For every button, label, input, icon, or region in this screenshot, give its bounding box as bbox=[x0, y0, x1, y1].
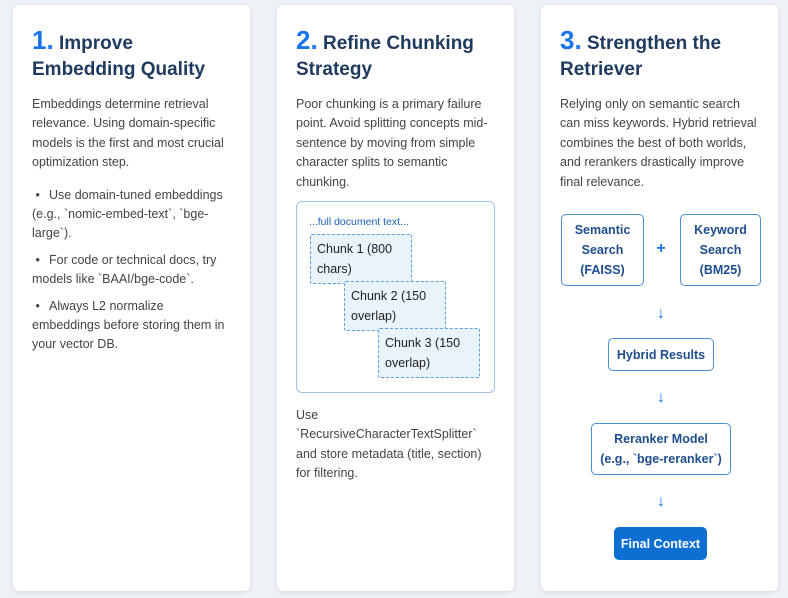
chunk-3: Chunk 3 (150 overlap) bbox=[378, 328, 480, 378]
card-description: Embeddings determine retrieval relevance. Using domain-specific models is the first and most crucial optimization step. bbox=[32, 97, 224, 170]
tips-list bbox=[32, 186, 231, 355]
reranker-model-box: Reranker Model (e.g., `bge-reranker`) bbox=[591, 423, 731, 475]
bullet-icon: • bbox=[32, 252, 40, 267]
semantic-search-box: Semantic Search (FAISS) bbox=[561, 214, 644, 286]
card-description: Poor chunking is a primary failure point. Avoid splitting concepts mid-sentence by moving from simple character splits to semantic chunking. bbox=[296, 97, 488, 189]
card-title bbox=[560, 27, 759, 83]
hybrid-results-box: Hybrid Results bbox=[608, 338, 714, 371]
chunk-1: Chunk 1 (800 chars) bbox=[310, 234, 412, 284]
usage-note: Use `RecursiveCharacterTextSplitter` and store metadata (title, section) for filtering. bbox=[296, 408, 482, 481]
card-chunking-strategy bbox=[277, 5, 514, 591]
card-retriever bbox=[541, 5, 778, 591]
arrow-down-icon: ↓ bbox=[657, 493, 665, 510]
chunk-2: Chunk 2 (150 overlap) bbox=[344, 281, 446, 331]
chunking-diagram bbox=[296, 201, 495, 393]
plus-icon: + bbox=[656, 240, 666, 257]
step-number: 2. bbox=[296, 25, 318, 55]
card-description: Relying only on semantic search can miss keywords. Hybrid retrieval combines the best of both worlds, and rerankers drastically improve final relevance. bbox=[560, 97, 757, 189]
step-number: 3. bbox=[560, 25, 582, 55]
list-item: • Always L2 normalize embeddings before storing them in your vector DB. bbox=[32, 298, 225, 352]
title-line-2: Embedding Quality bbox=[32, 59, 206, 80]
card-embedding-quality bbox=[13, 5, 250, 591]
title-line-1: Improve bbox=[58, 33, 133, 54]
list-item: • Use domain-tuned embeddings (e.g., `nomic-embed-text`, `bge-large`). bbox=[32, 187, 223, 241]
title-line-2: Strategy bbox=[296, 59, 373, 80]
step-number: 1. bbox=[32, 25, 54, 55]
card-title bbox=[32, 27, 231, 83]
list-item: • For code or technical docs, try models like `BAAI/bge-code`. bbox=[32, 252, 217, 287]
title-line-1: Strengthen the bbox=[586, 33, 722, 54]
document-text-label: ...full document text... bbox=[309, 216, 409, 228]
title-line-1: Refine Chunking bbox=[322, 33, 474, 54]
bullet-icon: • bbox=[32, 187, 40, 202]
bullet-icon: • bbox=[32, 298, 40, 313]
title-line-2: Retriever bbox=[560, 59, 643, 80]
arrow-down-icon: ↓ bbox=[657, 305, 665, 322]
card-title bbox=[296, 27, 495, 83]
final-context-button[interactable]: Final Context bbox=[614, 527, 707, 560]
keyword-search-box: Keyword Search (BM25) bbox=[680, 214, 761, 286]
arrow-down-icon: ↓ bbox=[657, 389, 665, 406]
